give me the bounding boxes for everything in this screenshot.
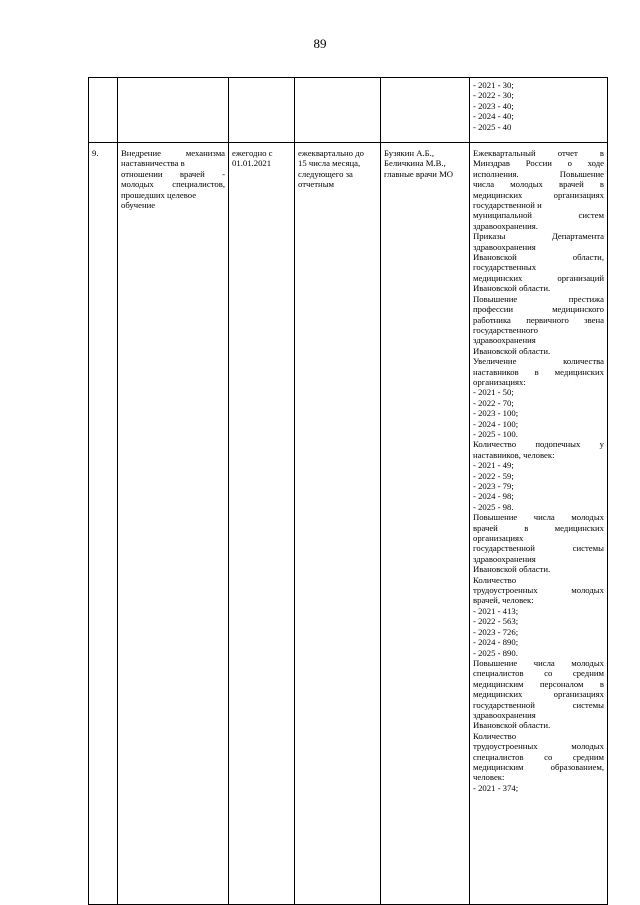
result-line: - 2022 - 59; bbox=[473, 470, 514, 481]
result-line: специалистов со средним bbox=[473, 751, 604, 762]
table-row bbox=[89, 143, 608, 905]
responsible-text bbox=[384, 148, 466, 179]
result-line: государственной и bbox=[473, 200, 542, 211]
result-line: профессии медицинского bbox=[473, 304, 604, 315]
responsible-line: главные врачи МО bbox=[384, 168, 454, 179]
cell-results bbox=[470, 78, 608, 143]
result-line: - 2025 - 890. bbox=[473, 647, 518, 658]
result-line: здравоохранения bbox=[473, 241, 536, 252]
deadline-line: 01.01.2021 bbox=[232, 158, 272, 169]
result-line: Ежеквартальный отчет в bbox=[473, 148, 604, 158]
result-line: - 2021 - 374; bbox=[473, 782, 519, 793]
result-line: государственной системы bbox=[473, 543, 604, 554]
result-line: Минздрав России о ходе bbox=[473, 158, 604, 169]
results-cell bbox=[470, 143, 608, 905]
result-line: - 2021 - 413; bbox=[473, 605, 519, 616]
result-line: наставников в медицинских bbox=[473, 366, 604, 377]
result-line: здравоохранения bbox=[473, 335, 536, 346]
result-line: - 2022 - 563; bbox=[473, 616, 519, 627]
result-line: - 2022 - 70; bbox=[473, 397, 514, 408]
cell-number bbox=[89, 78, 118, 143]
result-line: организациях: bbox=[473, 376, 526, 387]
result-line: - 2021 - 49; bbox=[473, 460, 514, 471]
target-line: - 2021 - 30; bbox=[473, 80, 514, 90]
target-line: - 2024 - 40; bbox=[473, 111, 514, 122]
result-line: Количество bbox=[473, 574, 517, 585]
measure-line: отношении врачей - bbox=[121, 168, 225, 179]
reporting-text bbox=[298, 148, 377, 190]
responsible-cell bbox=[381, 143, 470, 905]
reporting-line: ежеквартально до bbox=[298, 148, 364, 158]
result-line: - 2023 - 726; bbox=[473, 626, 519, 637]
result-line: государственной системы bbox=[473, 699, 604, 710]
result-line: здравоохранения bbox=[473, 709, 536, 720]
result-line: трудоустроенных молодых bbox=[473, 585, 604, 596]
result-line: врачей в медицинских bbox=[473, 522, 604, 533]
result-line: Количество подопечных у bbox=[473, 439, 604, 450]
result-line: - 2021 - 50; bbox=[473, 387, 514, 398]
row-number: 9. bbox=[89, 143, 118, 905]
result-line: - 2025 - 100. bbox=[473, 428, 518, 439]
responsible-line: Бузякин А.Б., bbox=[384, 148, 435, 158]
reporting-line: следующего за bbox=[298, 168, 353, 179]
measure-text bbox=[121, 148, 225, 210]
continued-targets-list bbox=[473, 80, 604, 132]
result-line: государственных bbox=[473, 262, 537, 273]
result-line: - 2024 - 890; bbox=[473, 637, 519, 648]
cell-reporting bbox=[295, 78, 381, 143]
result-line: - 2024 - 100; bbox=[473, 418, 519, 429]
result-line: Количество bbox=[473, 730, 517, 741]
reporting-cell bbox=[295, 143, 381, 905]
responsible-line: Беличкина М.В., bbox=[384, 158, 446, 169]
result-line: муниципальной систем bbox=[473, 210, 604, 221]
reporting-line: отчетным bbox=[298, 179, 335, 190]
result-line: врачей, человек: bbox=[473, 595, 534, 606]
result-line: Увеличение количества bbox=[473, 356, 604, 367]
result-line: Повышение числа молодых bbox=[473, 657, 604, 668]
target-line: - 2025 - 40 bbox=[473, 121, 512, 132]
page-number: 89 bbox=[313, 36, 327, 51]
result-line: исполнения. Повышение bbox=[473, 168, 604, 179]
result-line: - 2023 - 79; bbox=[473, 481, 514, 491]
measure-line: прошедших целевое bbox=[121, 189, 197, 200]
result-line: - 2024 - 98; bbox=[473, 491, 514, 502]
measure-line: Внедрение механизма bbox=[121, 148, 225, 158]
result-line: числа молодых врачей в bbox=[473, 179, 604, 190]
result-line: Ивановской области. bbox=[473, 564, 551, 575]
result-line: организациях bbox=[473, 533, 524, 544]
result-line: Ивановской области. bbox=[473, 283, 551, 294]
result-line: Ивановской области. bbox=[473, 345, 551, 356]
results-text bbox=[473, 148, 604, 793]
deadline-text bbox=[232, 148, 291, 169]
target-line: - 2023 - 40; bbox=[473, 100, 514, 111]
deadline-line: ежегодно с bbox=[232, 148, 273, 158]
target-line: - 2022 - 30; bbox=[473, 90, 514, 101]
result-line: здравоохранения. bbox=[473, 220, 538, 231]
measure-cell bbox=[118, 143, 229, 905]
result-line: работника первичного звена bbox=[473, 314, 604, 325]
reporting-line: 15 числа месяца, bbox=[298, 158, 361, 169]
result-line: Приказы Департамента bbox=[473, 231, 604, 242]
cell-responsible bbox=[381, 78, 470, 143]
result-line: Ивановской области, bbox=[473, 252, 604, 263]
measure-line: обучение bbox=[121, 200, 156, 211]
result-line: наставников, человек: bbox=[473, 449, 555, 460]
measures-table bbox=[88, 77, 608, 905]
cell-deadline bbox=[229, 78, 295, 143]
result-line: медицинским персоналом в bbox=[473, 678, 604, 689]
measure-line: молодых специалистов, bbox=[121, 179, 225, 190]
result-line: медицинских организациях bbox=[473, 689, 604, 700]
result-line: медицинским образованием, bbox=[473, 761, 604, 772]
result-line: - 2023 - 100; bbox=[473, 408, 519, 419]
deadline-cell bbox=[229, 143, 295, 905]
measure-line: наставничества в bbox=[121, 158, 185, 169]
result-line: человек: bbox=[473, 772, 505, 783]
continued-row bbox=[89, 78, 608, 143]
result-line: трудоустроенных молодых bbox=[473, 741, 604, 752]
result-line: государственного bbox=[473, 324, 538, 335]
result-line: Ивановской области. bbox=[473, 720, 551, 731]
result-line: медицинских организациях bbox=[473, 189, 604, 200]
result-line: специалистов со средним bbox=[473, 668, 604, 679]
result-line: медицинских организаций bbox=[473, 272, 604, 283]
result-line: Повышение престижа bbox=[473, 293, 604, 304]
result-line: Повышение числа молодых bbox=[473, 512, 604, 523]
result-line: здравоохранения bbox=[473, 553, 536, 564]
cell-measure bbox=[118, 78, 229, 143]
result-line: - 2025 - 98. bbox=[473, 501, 514, 512]
